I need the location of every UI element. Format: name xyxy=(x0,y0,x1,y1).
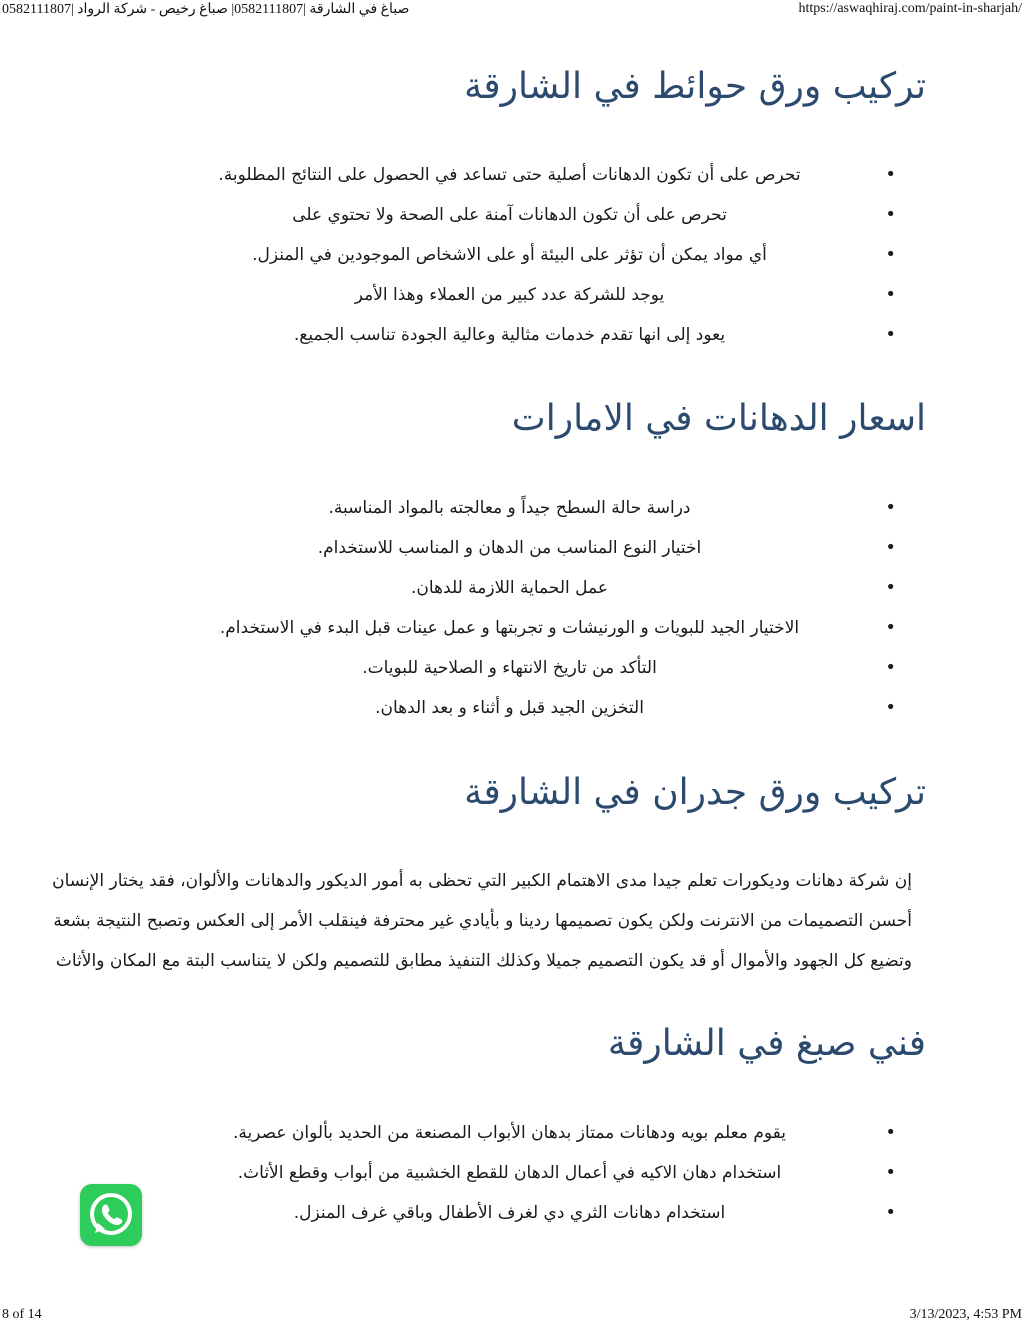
bullet-icon: • xyxy=(885,577,896,598)
painter-points-list xyxy=(0,1113,1024,1233)
bullet-icon: • xyxy=(885,204,896,225)
list-item: • التأكد من تاريخ الانتهاء و الصلاحية للبويات. xyxy=(0,648,1024,688)
whatsapp-icon xyxy=(80,1184,142,1246)
bullet-icon: • xyxy=(885,697,896,718)
list-item: • الاختيار الجيد للبويات و الورنيشات و تجربتها و عمل عينات قبل البدء في الاستخدام. xyxy=(0,608,1024,648)
list-item: • يقوم معلم بويه ودهانات ممتاز بدهان الأبواب المصنعة من الحديد بألوان عصرية. xyxy=(0,1113,1024,1153)
list-item: • اختيار النوع المناسب من الدهان و المناسب للاستخدام. xyxy=(0,528,1024,568)
print-header xyxy=(0,0,1024,20)
print-footer xyxy=(0,1305,1024,1325)
paragraph-line: وتضيع كل الجهود والأموال أو قد يكون التصميم جميلا وكذلك التنفيذ مطابق للتصميم ولكن لا يتناسب البتة مع المكان والأثاث xyxy=(55,951,912,971)
bullet-icon: • xyxy=(885,244,896,265)
print-url: https://aswaqhiraj.com/paint-in-sharjah/ xyxy=(798,1,1022,16)
bullet-icon: • xyxy=(885,657,896,678)
whatsapp-button[interactable] xyxy=(80,1184,142,1246)
paragraph-line: أحسن التصميمات من الانترنت ولكن يكون تصميمها ردينا و بأيادي غير محترفة فينقلب الأمر إلى العكس وتصبح النتيجة بشعة xyxy=(53,911,912,931)
list-item: • يوجد للشركة عدد كبير من العملاء وهذا الأمر xyxy=(0,275,1024,315)
list-item: • تحرص على أن تكون الدهانات أصلية حتى تساعد في الحصول على النتائج المطلوبة. xyxy=(0,155,1024,195)
list-item: • يعود إلى انها تقدم خدمات مثالية وعالية الجودة تناسب الجميع. xyxy=(0,315,1024,355)
section-title-painter-sharjah: فني صبغ في الشارقة xyxy=(607,1023,926,1064)
bullet-icon: • xyxy=(885,324,896,345)
section-title-paint-prices: اسعار الدهانات في الامارات xyxy=(511,398,926,439)
list-item: • عمل الحماية اللازمة للدهان. xyxy=(0,568,1024,608)
list-item: • التخزين الجيد قبل و أثناء و بعد الدهان. xyxy=(0,688,1024,728)
bullet-icon: • xyxy=(885,1122,896,1143)
list-item: • أي مواد يمكن أن تؤثر على البيئة أو على الاشخاص الموجودين في المنزل. xyxy=(0,235,1024,275)
list-item: • دراسة حالة السطح جيداً و معالجته بالمواد المناسبة. xyxy=(0,488,1024,528)
bullet-icon: • xyxy=(885,1162,896,1183)
bullet-icon: • xyxy=(885,164,896,185)
section-title-wall-paper-sharjah: تركيب ورق جدران في الشارقة xyxy=(464,772,926,813)
paragraph-line: إن شركة دهانات وديكورات تعلم جيدا مدى الاهتمام الكبير التي تحظى به أمور الديكور والدهانات والألوان، فقد يختار الإنسان xyxy=(52,871,912,891)
list-item: • تحرص على أن تكون الدهانات آمنة على الصحة ولا تحتوي على xyxy=(0,195,1024,235)
list-item: • استخدام دهانات الثري دي لغرف الأطفال وباقي غرف المنزل. xyxy=(0,1193,1024,1233)
print-timestamp: 3/13/2023, 4:53 PM xyxy=(909,1307,1022,1322)
bullet-icon: • xyxy=(885,284,896,305)
section-paragraph xyxy=(52,861,912,981)
paint-prices-list xyxy=(0,488,1024,728)
list-item: • استخدام دهان الاكيه في أعمال الدهان للقطع الخشبية من أبواب وقطع الأثاث. xyxy=(0,1153,1024,1193)
bullet-icon: • xyxy=(885,1202,896,1223)
bullet-icon: • xyxy=(885,497,896,518)
page-number: 8 of 14 xyxy=(2,1307,42,1322)
print-page-title: صباغ في الشارقة |0582111807| صباغ رخيص - شركة الرواد |0582111807 xyxy=(2,2,410,17)
bullet-icon: • xyxy=(885,537,896,558)
section-title-wallpaper-installation: تركيب ورق حوائط في الشارقة xyxy=(464,66,926,107)
bullet-icon: • xyxy=(885,617,896,638)
wallpaper-points-list xyxy=(0,155,1024,355)
